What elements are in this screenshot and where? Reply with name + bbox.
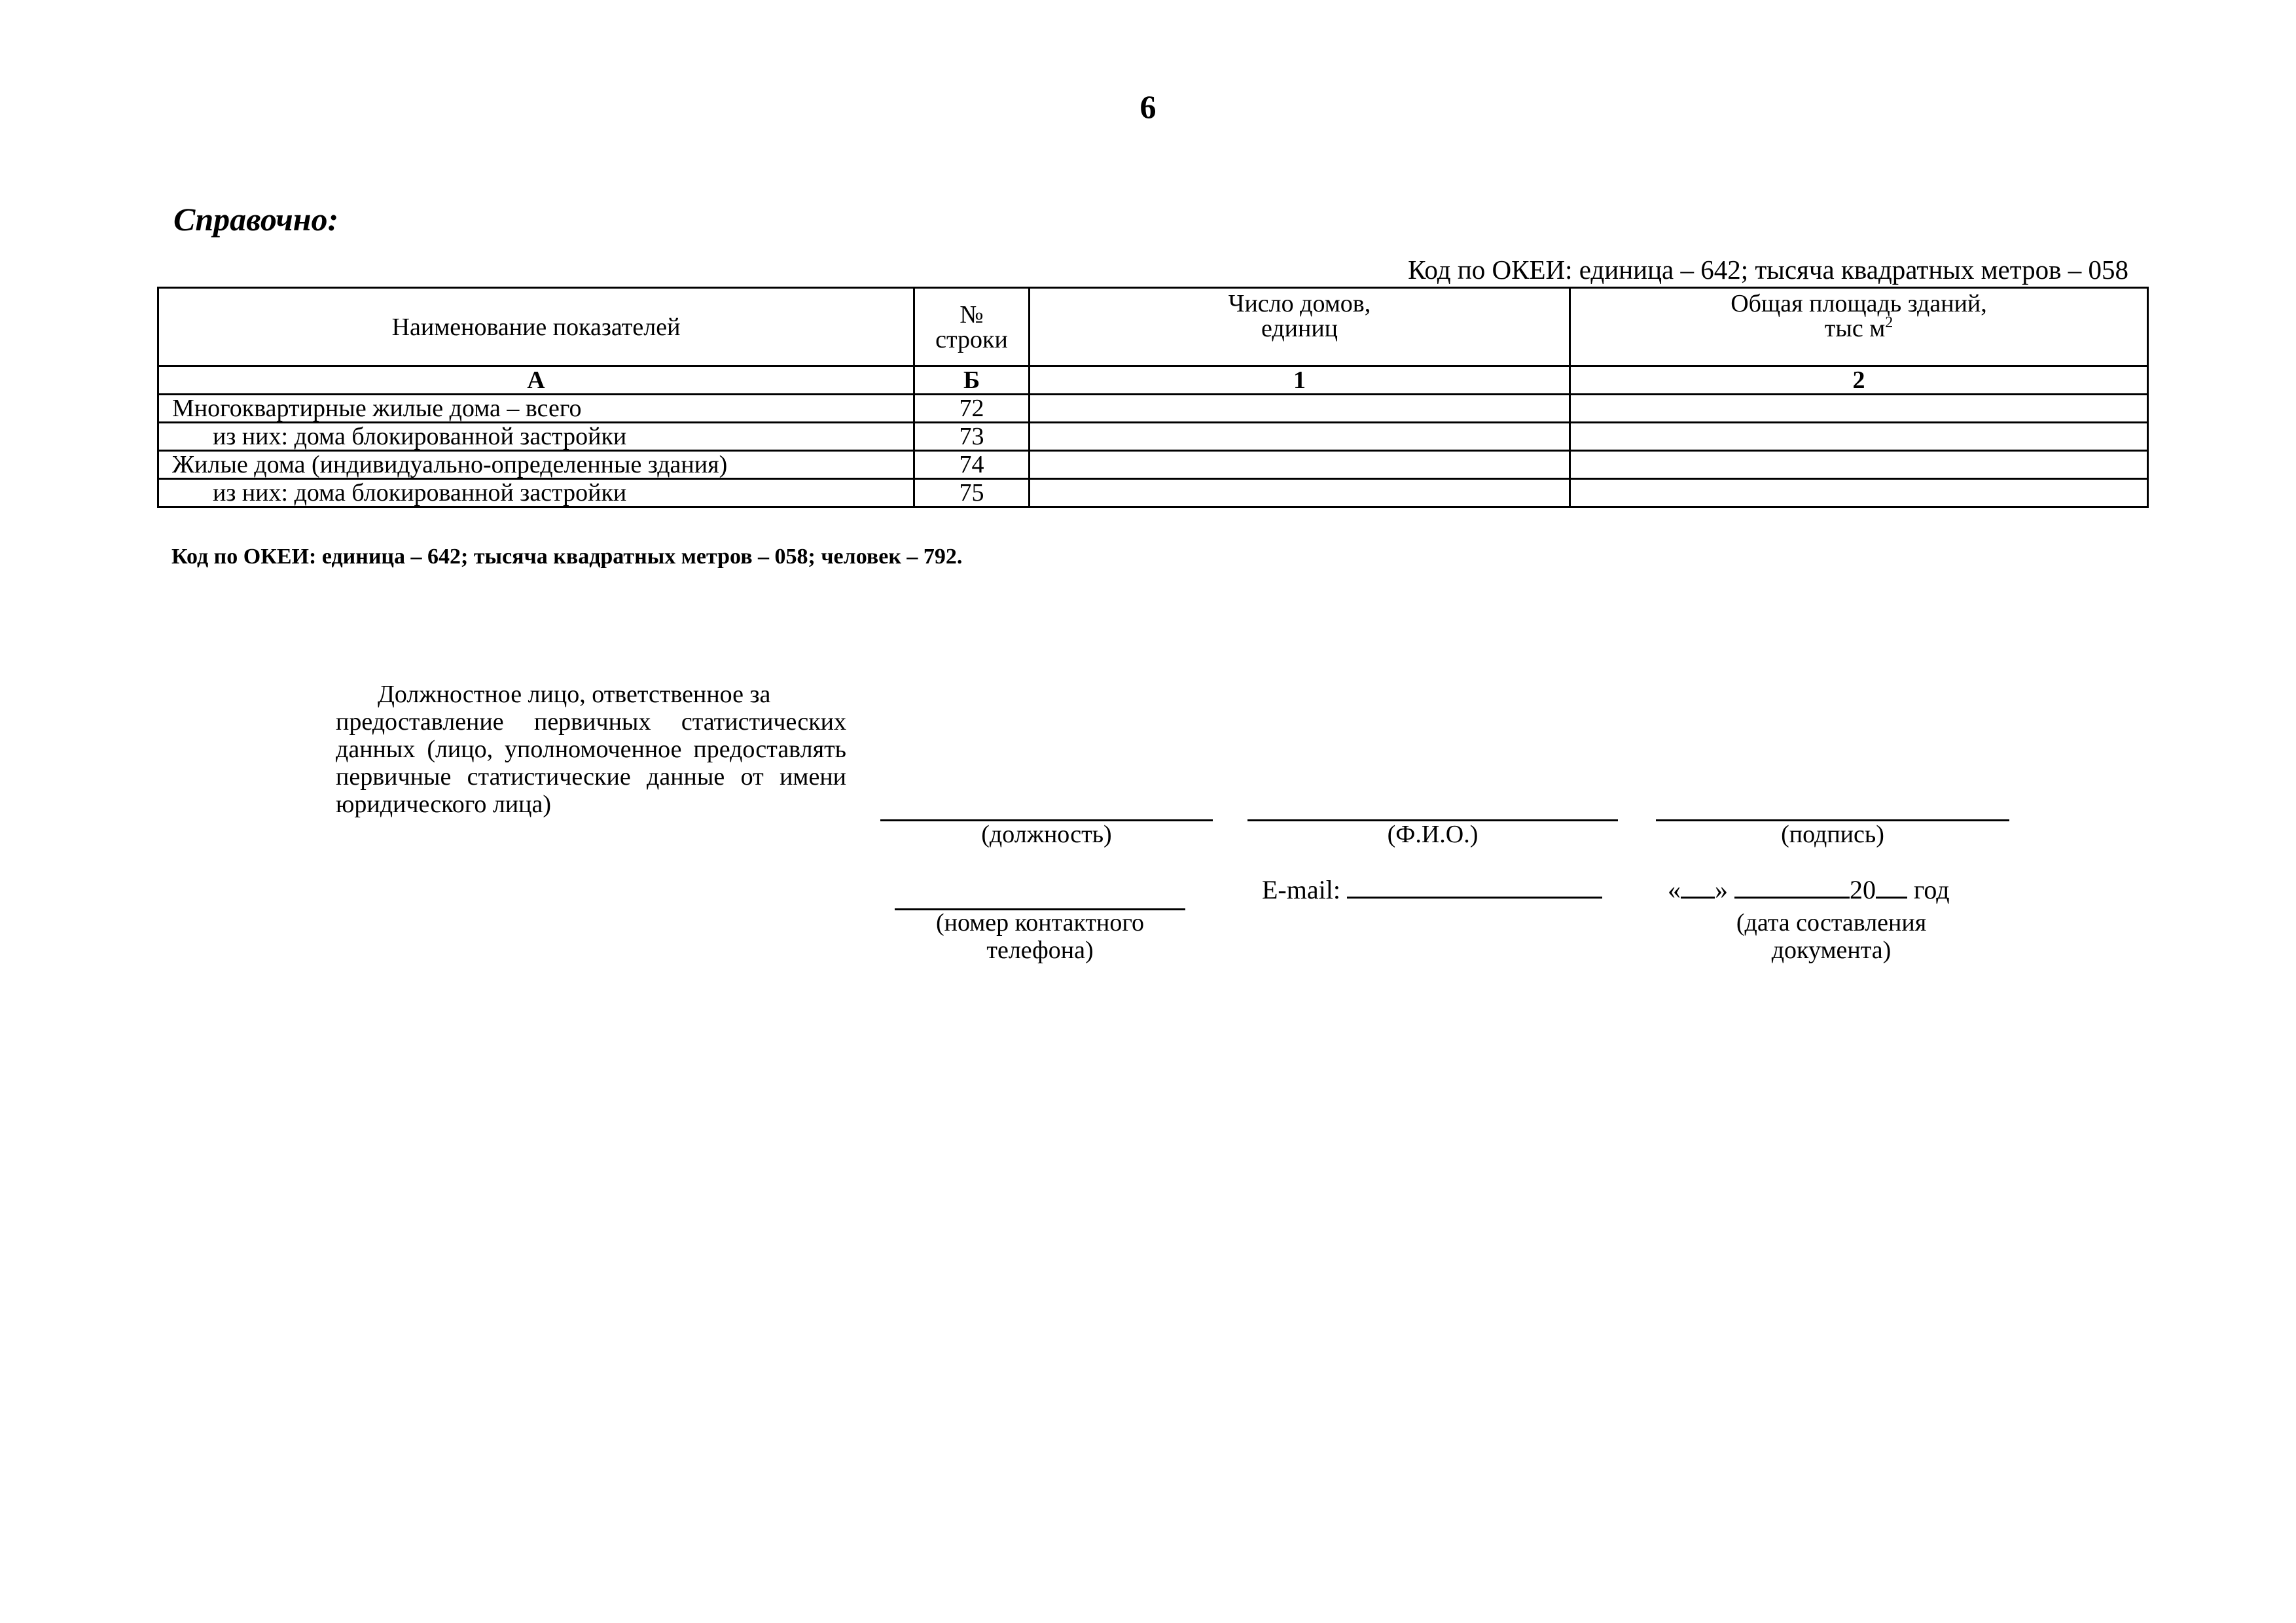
houses-cell[interactable] xyxy=(1030,451,1570,479)
position-caption: (должность) xyxy=(981,821,1112,848)
fio-caption: (Ф.И.О.) xyxy=(1387,821,1479,848)
okei-code-top: Код по ОКЕИ: единица – 642; тысяча квадратных метров – 058 xyxy=(1408,255,2128,285)
email-input-line[interactable] xyxy=(1347,877,1602,899)
area-cell[interactable] xyxy=(1570,423,2148,451)
signature-caption: (подпись) xyxy=(1781,821,1884,848)
row-name: из них: дома блокированной застройки xyxy=(158,479,914,507)
reference-title: Справочно: xyxy=(173,201,339,238)
row-name: Многоквартирные жилые дома – всего xyxy=(158,395,914,423)
page-number: 6 xyxy=(1139,88,1157,125)
area-cell[interactable] xyxy=(1570,479,2148,507)
houses-cell[interactable] xyxy=(1030,395,1570,423)
header-row-number: № строки xyxy=(914,288,1030,366)
column-letter: 1 xyxy=(1030,366,1570,395)
table-row xyxy=(158,395,2148,423)
table-row xyxy=(158,479,2148,507)
email-label: E-mail: xyxy=(1262,875,1340,904)
houses-cell[interactable] xyxy=(1030,423,1570,451)
header-houses-count: Число домов, единиц xyxy=(1030,288,1570,366)
row-code: 73 xyxy=(914,423,1030,451)
area-cell[interactable] xyxy=(1570,395,2148,423)
official-description: Должностное лицо, ответственное за предоставление первичных статистических данных (лицо, уполномоченное предоставлять первичные статистические данные от имени юридического лица) xyxy=(336,681,846,818)
row-name: из них: дома блокированной застройки xyxy=(158,423,914,451)
header-indicator-name: Наименование показателей xyxy=(158,288,914,366)
row-code: 75 xyxy=(914,479,1030,507)
date-caption: (дата составления документа) xyxy=(1736,909,1927,964)
column-letter: Б xyxy=(914,366,1030,395)
document-date-field[interactable]: « » 20 год xyxy=(1668,875,1950,904)
row-code: 72 xyxy=(914,395,1030,423)
table-column-letters-row xyxy=(158,366,2148,395)
date-year-blank[interactable] xyxy=(1876,877,1907,899)
column-letter: А xyxy=(158,366,914,395)
date-month-blank[interactable] xyxy=(1734,877,1850,899)
phone-caption: (номер контактного телефона) xyxy=(935,909,1145,964)
row-name: Жилые дома (индивидуально-определенные здания) xyxy=(158,451,914,479)
row-code: 74 xyxy=(914,451,1030,479)
header-total-area: Общая площадь зданий, тыс $м^2$ xyxy=(1570,288,2148,366)
houses-cell[interactable] xyxy=(1030,479,1570,507)
table-row xyxy=(158,451,2148,479)
table-header-row xyxy=(158,288,2148,366)
okei-code-bottom: Код по ОКЕИ: единица – 642; тысяча квадратных метров – 058; человек – 792. xyxy=(171,544,963,569)
area-cell[interactable] xyxy=(1570,451,2148,479)
column-letter: 2 xyxy=(1570,366,2148,395)
date-day-blank[interactable] xyxy=(1681,877,1715,899)
table-row xyxy=(158,423,2148,451)
email-field[interactable] xyxy=(1262,874,1602,905)
reference-table xyxy=(157,287,2149,508)
